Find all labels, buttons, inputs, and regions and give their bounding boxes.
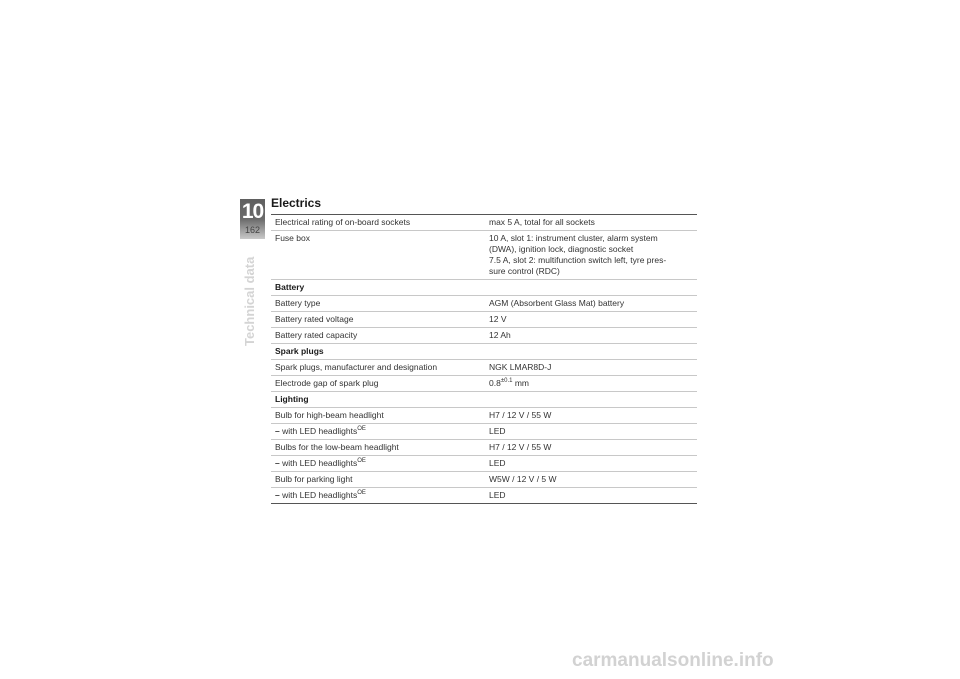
- spec-value: [485, 231, 697, 280]
- table-row: [271, 360, 697, 376]
- oe-superscript: OE: [357, 458, 366, 465]
- table-row: [271, 215, 697, 231]
- spec-label: Bulb for parking light: [271, 472, 485, 488]
- dash-bullet: –: [275, 490, 280, 500]
- group-row: [271, 392, 697, 408]
- table-row: [271, 488, 697, 504]
- oe-superscript: OE: [357, 426, 366, 433]
- spec-label: Spark plugs, manufacturer and designation: [271, 360, 485, 376]
- spec-label: Battery type: [271, 296, 485, 312]
- spec-label: Battery rated voltage: [271, 312, 485, 328]
- table-row: [271, 296, 697, 312]
- spec-value: [485, 376, 697, 392]
- table-row: [271, 424, 697, 440]
- spec-label: Battery rated capacity: [271, 328, 485, 344]
- spec-label: Electrode gap of spark plug: [271, 376, 485, 392]
- table-row: [271, 231, 697, 280]
- tolerance-superscript: ±0.1: [500, 378, 513, 385]
- group-heading: Battery: [271, 280, 697, 296]
- table-row: [271, 328, 697, 344]
- table-row: [271, 376, 697, 392]
- spec-sub-label: with LED headlights: [279, 458, 358, 468]
- oe-superscript: OE: [357, 490, 366, 497]
- spec-value: LED: [485, 424, 697, 440]
- spec-value: LED: [485, 488, 697, 504]
- group-row: [271, 280, 697, 296]
- section-title: Electrics: [271, 196, 322, 210]
- chapter-number: 10: [241, 200, 264, 223]
- spec-label: Bulb for high-beam headlight: [271, 408, 485, 424]
- spec-sub-label: with LED headlights: [279, 426, 358, 436]
- spec-label: Bulbs for the low-beam headlight: [271, 440, 485, 456]
- spec-value: LED: [485, 456, 697, 472]
- spec-value: AGM (Absorbent Glass Mat) battery: [485, 296, 697, 312]
- table-row: [271, 456, 697, 472]
- spec-value: 12 Ah: [485, 328, 697, 344]
- spec-value-line: sure control (RDC): [489, 266, 560, 276]
- spec-value: W5W / 12 V / 5 W: [485, 472, 697, 488]
- spec-value-unit: mm: [512, 378, 529, 388]
- spec-sub-label: with LED headlights: [279, 490, 358, 500]
- spec-value-base: 0.8: [489, 378, 501, 388]
- table-row: [271, 440, 697, 456]
- spec-label: Fuse box: [271, 231, 485, 280]
- dash-bullet: –: [275, 426, 280, 436]
- spec-value-line: 10 A, slot 1: instrument cluster, alarm system: [489, 233, 658, 243]
- spec-value-line: 7.5 A, slot 2: multifunction switch left, tyre pres-: [489, 255, 667, 265]
- spec-table: [271, 214, 697, 504]
- chapter-side-title: Technical data: [242, 256, 257, 346]
- spec-value: H7 / 12 V / 55 W: [485, 408, 697, 424]
- spec-value: H7 / 12 V / 55 W: [485, 440, 697, 456]
- table-row: [271, 408, 697, 424]
- spec-value-line: (DWA), ignition lock, diagnostic socket: [489, 244, 634, 254]
- spec-label: [271, 488, 485, 504]
- spec-label: [271, 424, 485, 440]
- group-heading: Spark plugs: [271, 344, 697, 360]
- dash-bullet: –: [275, 458, 280, 468]
- spec-label: Electrical rating of on-board sockets: [271, 215, 485, 231]
- site-watermark: carmanualsonline.info: [572, 650, 774, 671]
- group-row: [271, 344, 697, 360]
- group-heading: Lighting: [271, 392, 697, 408]
- table-row: [271, 472, 697, 488]
- table-row: [271, 312, 697, 328]
- spec-value: max 5 A, total for all sockets: [485, 215, 697, 231]
- page-number: 162: [244, 225, 261, 235]
- spec-value: NGK LMAR8D-J: [485, 360, 697, 376]
- spec-label: [271, 456, 485, 472]
- spec-value: 12 V: [485, 312, 697, 328]
- chapter-tab: [240, 199, 265, 239]
